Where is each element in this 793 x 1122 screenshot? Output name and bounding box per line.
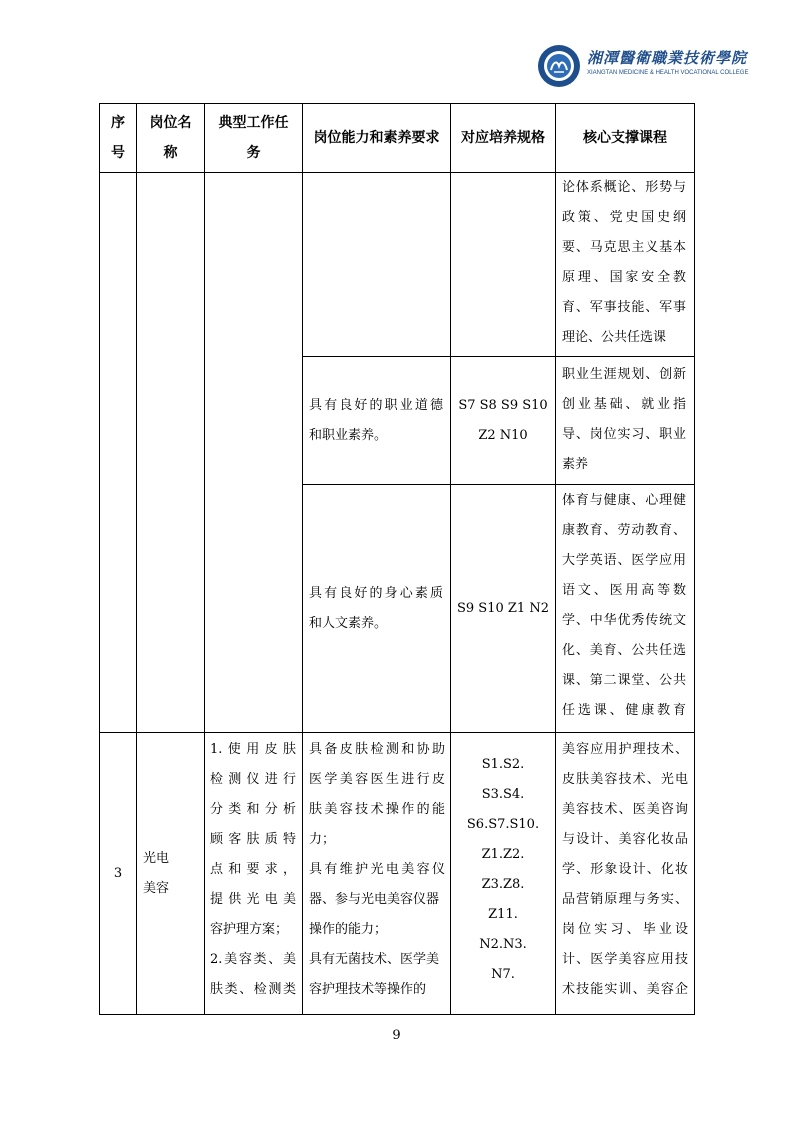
curriculum-table — [99, 103, 695, 1015]
header-index: 序 号 — [111, 115, 125, 161]
row3-tasks: 1.使用皮肤 检测仪进行 分类和分析 顾客肤质特 点和要求， 提供光电美 容护理方案； 2.美容类、美 肤类、检测类 — [210, 742, 296, 997]
row0-courses: 论体系概论、形势与 政策、党史国史纲 要、马克思主义基本 原理、国家安全教 育、军事技能、军事 理论、公共任选课 — [562, 180, 686, 345]
row3-courses: 美容应用护理技术、 皮肤美容技术、光电 美容技术、医美咨询 与设计、美容化妆品 学、形象设计、化妆 品营销原理与务实、 岗位实习、毕业设 计、医学美容应用技 术技能实训、美容企 — [562, 742, 688, 997]
row3-position: 光电 美容 — [143, 850, 170, 896]
header-ability: 岗位能力和素养要求 — [313, 130, 440, 146]
col-divider-2 — [204, 103, 205, 1015]
row2-spec: S9 S10 Z1 N2 — [457, 600, 549, 616]
table-border-bottom — [99, 1014, 695, 1015]
row1-spec: S7 S8 S9 S10 Z2 N10 — [458, 397, 548, 443]
college-logo — [537, 44, 749, 90]
header-courses: 核心支撑课程 — [583, 130, 667, 146]
row1-ability: 具有良好的职业道德 和职业素养。 — [309, 397, 443, 443]
row1-courses: 职业生涯规划、创新 创业基础、就业指 导、岗位实习、职业 素养 — [562, 367, 686, 472]
col-divider-3 — [302, 103, 303, 1015]
row3-index: 3 — [113, 865, 123, 881]
row3-spec: S1.S2. S3.S4. S6.S7.S10. Z1.Z2. Z3.Z8. Z11. N2.N3. N7. — [466, 757, 540, 982]
college-emblem-icon — [537, 44, 581, 88]
college-english-name: XIANGTAN MEDICINE & HEALTH VOCATIONAL COLLEGE — [587, 70, 749, 76]
header-spec: 对应培养规格 — [461, 130, 545, 146]
header-position: 岗位名 称 — [149, 115, 192, 161]
college-name: 湘潭醫衛職業技術學院 — [587, 49, 748, 67]
header-tasks: 典型工作任 务 — [218, 115, 289, 161]
page-number: 9 — [392, 1028, 401, 1043]
row2-courses: 体育与健康、心理健 康教育、劳动教育、 大学英语、医学应用 语文、医用高等数 学、中华优秀传统文 化、美育、公共任选 课、第二课堂、公共 任选课、健康教育 — [562, 493, 686, 718]
row2-ability: 具有良好的身心素质 和人文素养。 — [309, 585, 443, 631]
col-divider-5 — [555, 103, 556, 1015]
col-divider-1 — [136, 103, 137, 1015]
col-border-right — [694, 103, 695, 1015]
row3-ability: 具备皮肤检测和协助 医学美容医生进行皮 肤美容技术操作的能 力； 具有维护光电美容仪 器、参与光电美容仪器 操作的能力； 具有无菌技术、医学美 容护理技术等操作的 — [309, 742, 445, 997]
